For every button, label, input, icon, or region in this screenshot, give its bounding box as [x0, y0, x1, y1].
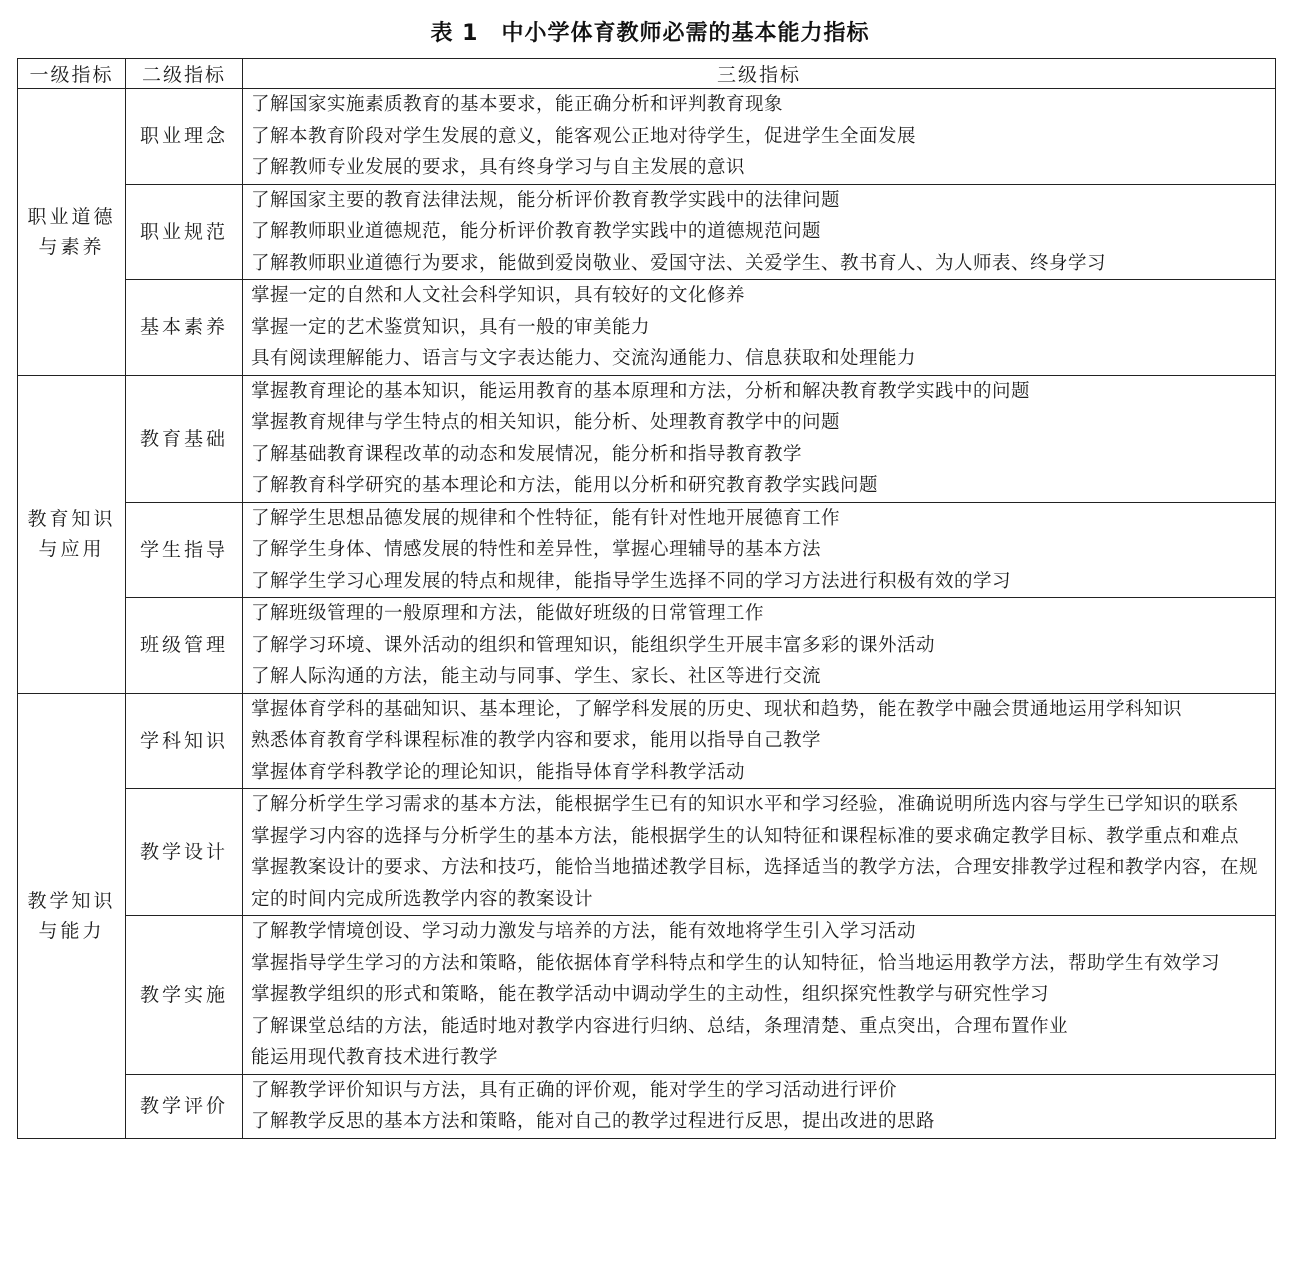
level3-indicator-list [243, 280, 1276, 376]
indicator-table [17, 58, 1276, 1139]
level3-indicator-list [243, 89, 1276, 185]
level3-indicator-item: 掌握一定的自然和人文社会科学知识，具有较好的文化修养 [251, 285, 746, 306]
level3-indicator-list [243, 502, 1276, 598]
level3-indicator-item: 能运用现代教育技术进行教学 [251, 1047, 499, 1068]
header-row [18, 59, 1276, 89]
level2-indicator: 教育基础 [126, 375, 243, 502]
level3-indicator-item: 了解基础教育课程改革的动态和发展情况，能分析和指导教育教学 [251, 443, 803, 465]
header-level2: 二级指标 [126, 59, 243, 89]
level3-indicator-item: 了解教学评价知识与方法，具有正确的评价观，能对学生的学习活动进行评价 [251, 1079, 898, 1101]
level1-label-line1: 教育知识 [27, 508, 116, 530]
table-row [18, 598, 1276, 694]
header-level1: 一级指标 [18, 59, 126, 89]
level3-indicator-item: 掌握学习内容的选择与分析学生的基本方法，能根据学生的认知特征和课程标准的要求确定教学目标、教学重点和难点 [251, 825, 1240, 847]
level3-indicator-list [243, 693, 1276, 789]
level1-label-line1: 教学知识 [27, 889, 116, 912]
level3-indicator-item: 了解本教育阶段对学生发展的意义，能客观公正地对待学生，促进学生全面发展 [251, 125, 917, 147]
level1-label-line1: 职业道德 [27, 205, 116, 228]
level1-label-line2: 与能力 [38, 919, 105, 942]
table-caption: 表 1 中小学体育教师必需的基本能力指标 [430, 21, 870, 46]
level1-indicator [18, 89, 126, 376]
level2-indicator: 职业规范 [126, 184, 243, 280]
level1-indicator [18, 693, 126, 1138]
level3-indicator-item: 了解分析学生学习需求的基本方法，能根据学生已有的知识水平和学习经验，准确说明所选内容与学生已学知识的联系 [251, 794, 1240, 815]
table-row [18, 280, 1276, 376]
level2-indicator: 学科知识 [126, 693, 243, 789]
level2-indicator: 教学实施 [126, 916, 243, 1075]
level3-indicator-list [243, 789, 1276, 916]
header-level3: 三级指标 [243, 59, 1276, 89]
table-row [18, 916, 1276, 1075]
level3-indicator-item: 了解国家主要的教育法律法规，能分析评价教育教学实践中的法律问题 [251, 189, 841, 211]
level3-indicator-item: 了解班级管理的一般原理和方法，能做好班级的日常管理工作 [251, 603, 765, 624]
level3-indicator-item: 掌握体育学科的基础知识、基本理论，了解学科发展的历史、现状和趋势，能在教学中融会贯通地运用学科知识 [251, 698, 1183, 720]
level3-indicator-list [243, 916, 1276, 1075]
level3-indicator-item: 掌握教学组织的形式和策略，能在教学活动中调动学生的主动性，组织探究性教学与研究性学习 [251, 984, 1050, 1005]
level3-indicator-item: 了解学习环境、课外活动的组织和管理知识，能组织学生开展丰富多彩的课外活动 [251, 634, 936, 656]
level3-indicator-list [243, 184, 1276, 280]
level3-indicator-item: 掌握一定的艺术鉴赏知识，具有一般的审美能力 [251, 316, 651, 338]
level3-indicator-list [243, 375, 1276, 502]
level3-indicator-item: 了解教学反思的基本方法和策略，能对自己的教学过程进行反思，提出改进的思路 [251, 1111, 936, 1132]
level3-indicator-item: 具有阅读理解能力、语言与文字表达能力、交流沟通能力、信息获取和处理能力 [251, 348, 917, 369]
level2-indicator: 职业理念 [126, 89, 243, 185]
level3-indicator-item: 了解教师专业发展的要求，具有终身学习与自主发展的意识 [251, 157, 746, 178]
level3-indicator-item: 了解人际沟通的方法，能主动与同事、学生、家长、社区等进行交流 [251, 666, 822, 687]
table-row [18, 1074, 1276, 1138]
table-row [18, 502, 1276, 598]
level3-indicator-item: 掌握教案设计的要求、方法和技巧，能恰当地描述教学目标，选择适当的教学方法，合理安排教学过程和教学内容，在规定的时间内完成所选教学内容的教案设计 [251, 857, 1259, 910]
level3-indicator-item: 掌握指导学生学习的方法和策略，能依据体育学科特点和学生的认知特征，恰当地运用教学方法，帮助学生有效学习 [251, 952, 1221, 974]
level1-indicator [18, 375, 126, 693]
level2-indicator: 教学设计 [126, 789, 243, 916]
level1-label-line2: 与素养 [38, 235, 105, 258]
table-row [18, 693, 1276, 789]
level2-indicator: 学生指导 [126, 502, 243, 598]
table-row [18, 184, 1276, 280]
level3-indicator-list [243, 1074, 1276, 1138]
level3-indicator-item: 了解国家实施素质教育的基本要求，能正确分析和评判教育现象 [251, 94, 784, 115]
level3-indicator-item: 了解学生学习心理发展的特点和规律，能指导学生选择不同的学习方法进行积极有效的学习 [251, 570, 1012, 592]
level3-indicator-item: 了解教育科学研究的基本理论和方法，能用以分析和研究教育教学实践问题 [251, 475, 879, 496]
level3-indicator-item: 了解课堂总结的方法，能适时地对教学内容进行归纳、总结，条理清楚、重点突出，合理布置作业 [251, 1015, 1069, 1037]
table-row [18, 789, 1276, 916]
level3-indicator-item: 掌握体育学科教学论的理论知识，能指导体育学科教学活动 [251, 761, 746, 783]
level2-indicator: 教学评价 [126, 1074, 243, 1138]
level1-label-line2: 与应用 [38, 538, 105, 560]
table-row [18, 375, 1276, 502]
table-row [18, 89, 1276, 185]
level3-indicator-item: 了解教师职业道德规范，能分析评价教育教学实践中的道德规范问题 [251, 221, 822, 242]
level3-indicator-item: 掌握教育规律与学生特点的相关知识，能分析、处理教育教学中的问题 [251, 412, 841, 433]
level3-indicator-item: 了解学生思想品德发展的规律和个性特征，能有针对性地开展德育工作 [251, 507, 841, 529]
level3-indicator-item: 熟悉体育教育学科课程标准的教学内容和要求，能用以指导自己教学 [251, 730, 822, 751]
level3-indicator-item: 了解学生身体、情感发展的特性和差异性，掌握心理辅导的基本方法 [251, 539, 822, 560]
level2-indicator: 基本素养 [126, 280, 243, 376]
level3-indicator-item: 了解教学情境创设、学习动力激发与培养的方法，能有效地将学生引入学习活动 [251, 921, 917, 942]
level3-indicator-list [243, 598, 1276, 694]
level3-indicator-item: 了解教师职业道德行为要求，能做到爱岗敬业、爱国守法、关爱学生、教书育人、为人师表、终身学习 [251, 252, 1107, 274]
level3-indicator-item: 掌握教育理论的基本知识，能运用教育的基本原理和方法，分析和解决教育教学实践中的问题 [251, 380, 1031, 402]
level2-indicator: 班级管理 [126, 598, 243, 694]
